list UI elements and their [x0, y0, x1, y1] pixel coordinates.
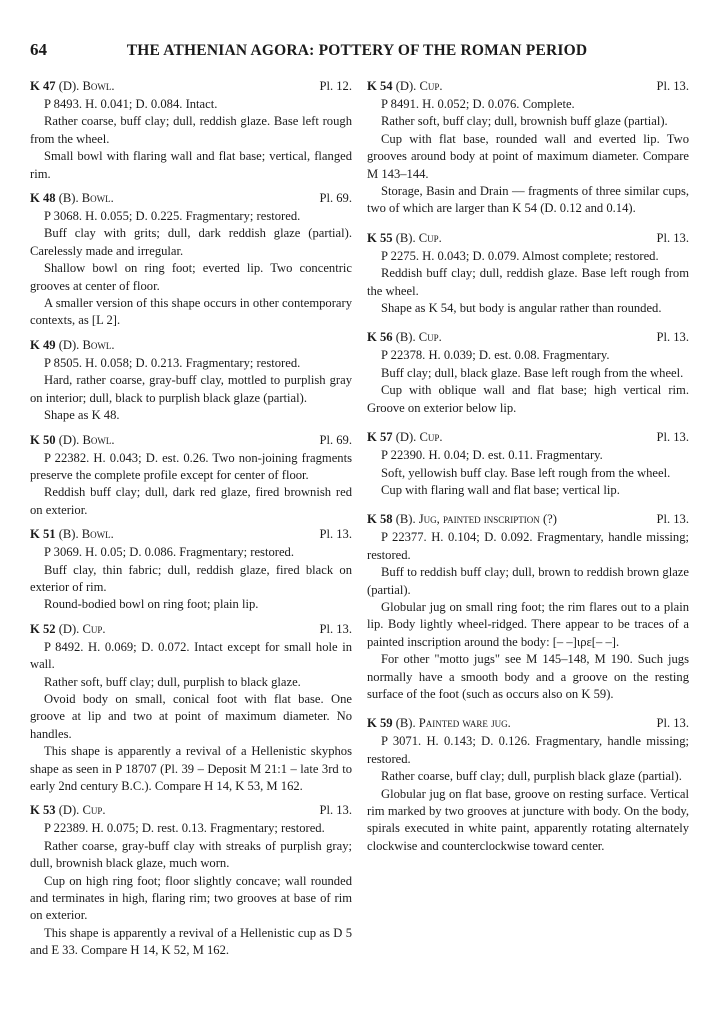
catalogue-entry [367, 329, 689, 417]
catalogue-number: K 50 [30, 432, 56, 447]
entry-heading [367, 230, 689, 248]
vessel-type: Cup. [419, 79, 443, 93]
source-code: (B). [392, 512, 419, 527]
entry-paragraph: P 3069. H. 0.05; D. 0.086. Fragmentary; restored. [44, 545, 294, 560]
entry-paragraph: Shallow bowl on ring foot; everted lip. Two concentric grooves at center of floor. [30, 261, 352, 293]
catalogue-number: K 51 [30, 527, 56, 542]
page-title: THE ATHENIAN AGORA: POTTERY OF THE ROMAN PERIOD [126, 42, 588, 59]
plate-reference: Pl. 13. [319, 527, 352, 542]
catalogue-number: K 56 [367, 330, 393, 345]
entry-paragraph: Buff to reddish buff clay; dull, brown to reddish brown glaze (partial). [367, 565, 689, 597]
entry-paragraph: Shape as K 48. [44, 408, 120, 423]
entry-paragraph: P 22390. H. 0.04; D. est. 0.11. Fragmentary. [381, 448, 603, 463]
plate-reference: Pl. 13. [319, 621, 352, 636]
entry-paragraph: Cup with flaring wall and flat base; vertical lip. [381, 482, 620, 497]
catalogue-number: K 47 [30, 79, 56, 93]
catalogue-number: K 59 [367, 716, 393, 731]
entry-paragraph: P 22378. H. 0.039; D. est. 0.08. Fragmentary. [381, 348, 610, 363]
plate-reference: Pl. 13. [656, 79, 689, 93]
entry-paragraph: Small bowl with flaring wall and flat base; vertical, flanged rim. [30, 149, 352, 181]
plate-reference: Pl. 13. [656, 330, 689, 345]
entry-paragraph: Buff clay, thin fabric; dull, reddish glaze, fired black on exterior of rim. [30, 562, 352, 594]
entry-paragraph: P 8505. H. 0.058; D. 0.213. Fragmentary; restored. [44, 355, 301, 370]
source-code: (B). [392, 716, 419, 731]
entry-paragraph: Rather soft, buff clay; dull, brownish buff glaze (partial). [381, 114, 668, 129]
vessel-type: Cup. [418, 330, 442, 345]
entry-paragraph: Reddish buff clay; dull, reddish glaze. Base left rough from the wheel. [367, 266, 689, 298]
catalogue-entry [367, 429, 689, 499]
entry-paragraph: A smaller version of this shape occurs in other contemporary contexts, as [L 2]. [30, 296, 352, 328]
source-code: (D). [392, 430, 420, 445]
entry-paragraph: This shape is apparently a revival of a Hellenistic skyphos shape as seen in P 18707 (Pl. 39 – Deposit M 21:1 – late 3rd to early 2nd century B.C.). Compare H 14, K 53, M 162. [30, 744, 352, 793]
vessel-type: Cup. [82, 621, 106, 636]
entry-paragraph: This shape is apparently a revival of a Hellenistic cup as D 5 and E 33. Compare H 14, K 52, M 162. [30, 925, 352, 958]
source-code: (B). [55, 527, 82, 542]
source-code: (D). [55, 337, 83, 352]
plate-reference: Pl. 13. [656, 716, 689, 731]
entry-heading [30, 802, 352, 820]
vessel-type: Bowl. [82, 432, 115, 447]
catalogue-entry [367, 78, 689, 218]
right-column [367, 78, 689, 867]
entry-paragraph: P 2275. H. 0.043; D. 0.079. Almost complete; restored. [381, 248, 659, 263]
plate-reference: Pl. 69. [319, 191, 352, 206]
entry-paragraph: Buff clay with grits; dull, dark reddish glaze (partial). Carelessly made and irregular. [30, 226, 352, 258]
entry-heading [30, 432, 352, 450]
catalogue-number: K 54 [367, 79, 393, 93]
vessel-type: Cup. [82, 803, 106, 818]
source-code: (B). [392, 230, 419, 245]
entry-paragraph: P 22389. H. 0.075; D. rest. 0.13. Fragmentary; restored. [44, 821, 325, 836]
catalogue-entry [30, 190, 352, 330]
entry-heading [367, 78, 689, 96]
left-column [30, 78, 352, 967]
catalogue-entry [30, 802, 352, 959]
catalogue-number: K 49 [30, 337, 56, 352]
vessel-type: Cup. [418, 230, 442, 245]
catalogue-number: K 53 [30, 803, 56, 818]
catalogue-number: K 57 [367, 430, 393, 445]
vessel-type: Painted ware jug. [418, 716, 511, 731]
source-code: (D). [55, 79, 83, 93]
entry-paragraph: Globular jug on flat base, groove on resting surface. Vertical rim marked by two grooves at juncture with body. On the body, spirals executed in white paint, apparently rotating alternately clockwise and counterclockwise toward center. [367, 786, 689, 853]
entry-paragraph: Shape as K 54, but body is angular rather than rounded. [381, 301, 662, 316]
entry-heading [367, 329, 689, 347]
vessel-type: Bowl. [81, 527, 114, 542]
entry-paragraph: Globular jug on small ring foot; the rim flares out to a plain lip. Body lightly wheel-ridged. There appear to be traces of a painted inscription around the body: [– –]ιρε[– –]. [367, 599, 689, 649]
entry-paragraph: P 22382. H. 0.043; D. est. 0.26. Two non-joining fragments preserve the complete profile except for center of floor. [30, 450, 352, 482]
vessel-type: Jug, painted inscription (?) [418, 512, 557, 527]
plate-reference: Pl. 69. [319, 432, 352, 447]
entry-heading [30, 526, 352, 544]
entry-paragraph: P 3068. H. 0.055; D. 0.225. Fragmentary; restored. [44, 209, 301, 224]
entry-heading [30, 78, 352, 96]
source-code: (B). [392, 330, 419, 345]
plate-reference: Pl. 12. [319, 79, 352, 93]
entry-paragraph: Reddish buff clay; dull, dark red glaze, fired brownish red on exterior. [30, 485, 352, 517]
entry-paragraph: Cup on high ring foot; floor slightly concave; wall rounded and terminates in high, flaring rim; two grooves at base of rim on exterior. [30, 873, 352, 923]
entry-paragraph: Rather soft, buff clay; dull, purplish to black glaze. [44, 674, 301, 689]
catalogue-entry [30, 621, 352, 796]
catalogue-entry [367, 511, 689, 703]
catalogue-entry [30, 526, 352, 614]
source-code: (B). [55, 191, 82, 206]
entry-paragraph: P 8493. H. 0.041; D. 0.084. Intact. [44, 97, 218, 111]
vessel-type: Bowl. [82, 337, 115, 352]
entry-paragraph: P 8492. H. 0.069; D. 0.072. Intact except for small hole in wall. [30, 639, 352, 672]
entry-heading [367, 511, 689, 529]
entry-paragraph: Rather coarse, buff clay; dull, purplish black glaze (partial). [381, 769, 682, 784]
catalogue-entry [30, 78, 352, 183]
entry-paragraph: Buff clay; dull, black glaze. Base left rough from the wheel. [381, 365, 684, 380]
entry-paragraph: Ovoid body on small, conical foot with flat base. One groove at lip and two at point of maximum diameter. No handles. [30, 691, 352, 741]
entry-heading [30, 621, 352, 639]
source-code: (D). [55, 432, 83, 447]
catalogue-number: K 52 [30, 621, 56, 636]
catalogue-entry [30, 337, 352, 425]
entry-heading [367, 429, 689, 447]
entry-paragraph: Rather coarse, buff clay; dull, reddish glaze. Base left rough from the wheel. [30, 114, 352, 146]
vessel-type: Bowl. [82, 79, 115, 93]
entry-paragraph: For other "motto jugs" see M 145–148, M 190. Such jugs normally have a smooth body and a groove on the resting surface of the foot (such as occurs also on K 59). [367, 652, 689, 701]
plate-reference: Pl. 13. [656, 430, 689, 445]
entry-paragraph: Round-bodied bowl on ring foot; plain lip. [44, 597, 259, 612]
plate-reference: Pl. 13. [656, 512, 689, 527]
plate-reference: Pl. 13. [656, 230, 689, 245]
page-header [30, 40, 684, 62]
entry-heading [30, 190, 352, 208]
entry-paragraph: P 3071. H. 0.143; D. 0.126. Fragmentary, handle missing; restored. [367, 734, 689, 766]
entry-paragraph: Cup with oblique wall and flat base; high vertical rim. Groove on exterior below lip. [367, 383, 689, 415]
source-code: (D). [55, 803, 83, 818]
plate-reference: Pl. 13. [319, 803, 352, 818]
entry-heading [30, 337, 352, 355]
catalogue-number: K 55 [367, 230, 393, 245]
catalogue-entry [30, 432, 352, 520]
entry-heading [367, 715, 689, 733]
entry-paragraph: Hard, rather coarse, gray-buff clay, mottled to purplish gray on interior; dull, black to purplish black glaze (partial). [30, 373, 352, 405]
source-code: (D). [392, 79, 420, 93]
entry-paragraph: Storage, Basin and Drain — fragments of three similar cups, two of which are larger than K 54 (D. 0.12 and 0.14). [367, 184, 689, 216]
catalogue-entry [367, 715, 689, 855]
source-code: (D). [55, 621, 83, 636]
catalogue-number: K 58 [367, 512, 393, 527]
entry-paragraph: P 22377. H. 0.104; D. 0.092. Fragmentary, handle missing; restored. [367, 530, 689, 562]
entry-paragraph: P 8491. H. 0.052; D. 0.076. Complete. [381, 97, 575, 111]
page-number: 64 [30, 40, 47, 59]
catalogue-entry [367, 230, 689, 318]
entry-paragraph: Soft, yellowish buff clay. Base left rough from the wheel. [381, 465, 671, 480]
entry-paragraph: Rather coarse, gray-buff clay with streaks of purplish gray; dull, brownish black glaze, much worn. [30, 838, 352, 871]
entry-paragraph: Cup with flat base, rounded wall and everted lip. Two grooves around body at point of maximum diameter. Compare M 143–144. [367, 131, 689, 181]
vessel-type: Bowl. [81, 191, 114, 206]
catalogue-number: K 48 [30, 191, 56, 206]
vessel-type: Cup. [419, 430, 443, 445]
